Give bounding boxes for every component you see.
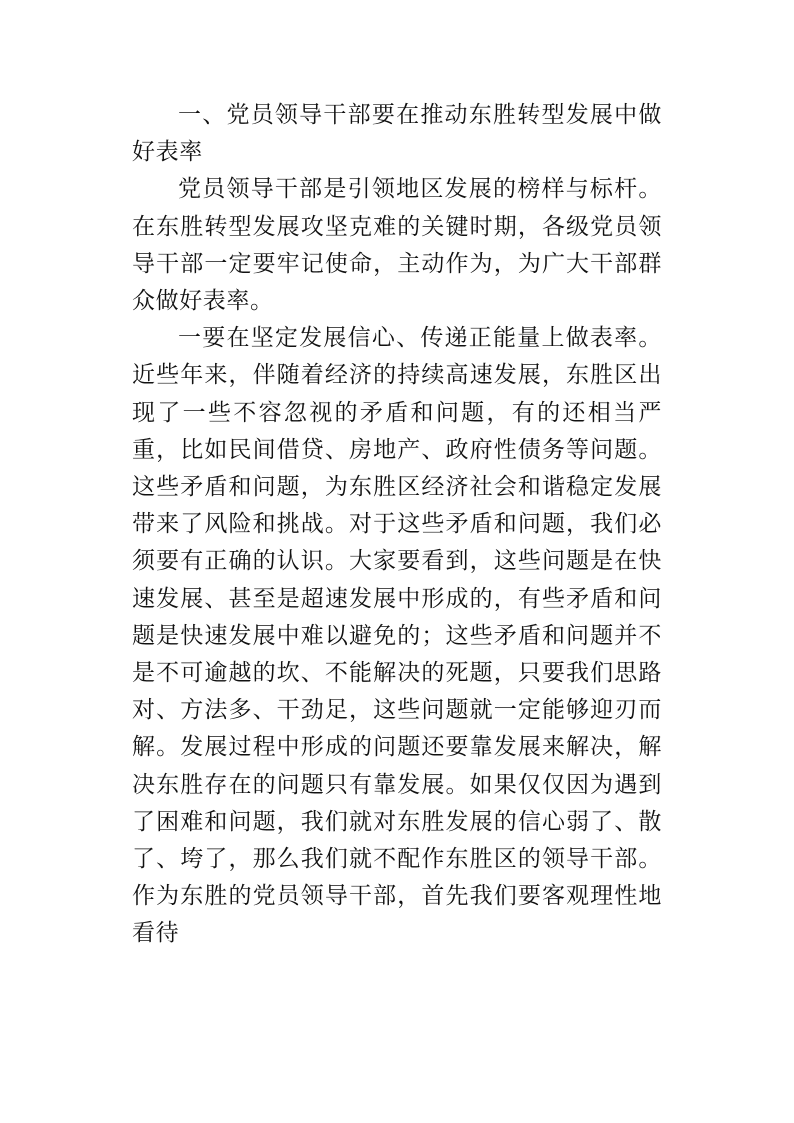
body-paragraph-1: 党员领导干部是引领地区发展的榜样与标杆。在东胜转型发展攻坚克难的关键时期，各级党员领导干部一定要牢记使命，主动作为，为广大干部群众做好表率。 (132, 176, 662, 315)
body-paragraph-2: 一要在坚定发展信心、传递正能量上做表率。近些年来，伴随着经济的持续高速发展，东胜区出现了一些不容忽视的矛盾和问题，有的还相当严重，比如民间借贷、房地产、政府性债务等问题。这些矛盾和问题，为东胜区经济社会和谐稳定发展带来了风险和挑战。对于这些矛盾和问题，我们必须要有正确的认识。大家要看到，这些问题是在快速发展、甚至是超速发展中形成的，有些矛盾和问题是快速发展中难以避免的；这些矛盾和问题并不是不可逾越的坎、不能解决的死题，只要我们思路对、方法多、干劲足，这些问题就一定能够迎刃而解。发展过程中形成的问题还要靠发展来解决，解决东胜存在的问题只有靠发展。如果仅仅因为遇到了困难和问题，我们就对东胜发展的信心弱了、散了、垮了，那么我们就不配作东胜区的领导干部。作为东胜的党员领导干部，首先我们要客观理性地看待 (132, 325, 662, 947)
document-page (132, 97, 662, 953)
section-heading: 一、党员领导干部要在推动东胜转型发展中做好表率 (132, 102, 662, 166)
